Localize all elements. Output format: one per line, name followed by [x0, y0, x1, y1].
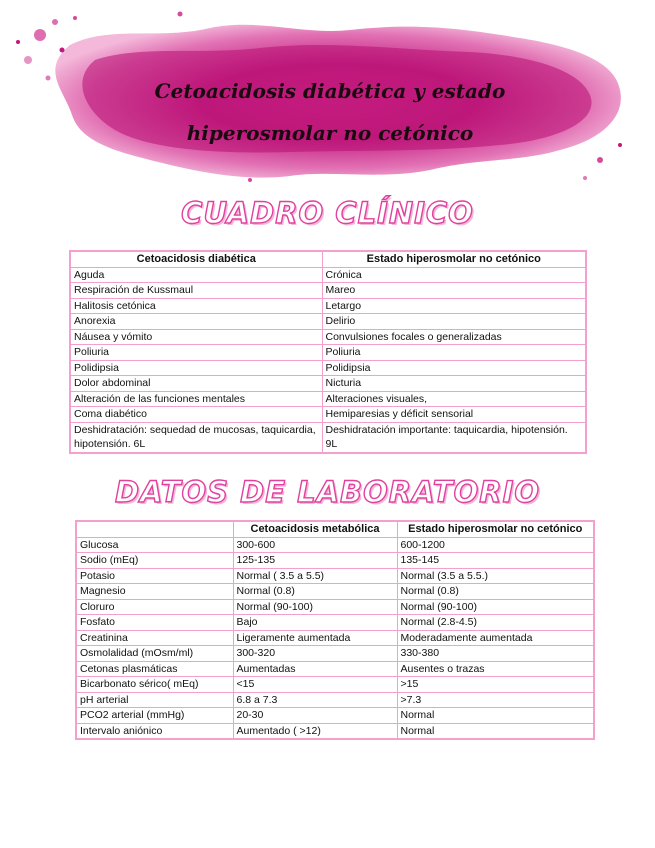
- table-row: [70, 267, 586, 283]
- table-cell: >15: [397, 677, 594, 693]
- table-cell: Letargo: [322, 298, 586, 314]
- table-cell: Deshidratación: sequedad de mucosas, taquicardia, hipotensión. 6L: [70, 422, 322, 453]
- table-cell: Aguda: [70, 267, 322, 283]
- table-row: [76, 646, 594, 662]
- table-row: [70, 422, 586, 453]
- table-row: [70, 298, 586, 314]
- table-cell: Delirio: [322, 314, 586, 330]
- table-cell: Osmolalidad (mOsm/ml): [76, 646, 233, 662]
- table-cell: Normal (2.8-4.5): [397, 615, 594, 631]
- table-cell: Alteraciones visuales,: [322, 391, 586, 407]
- table-cell: Cloruro: [76, 599, 233, 615]
- table-row: [76, 723, 594, 739]
- table-cell: 135-145: [397, 553, 594, 569]
- column-header: Estado hiperosmolar no cetónico: [397, 521, 594, 537]
- table-cell: 6.8 a 7.3: [233, 692, 397, 708]
- table-row: [70, 345, 586, 361]
- table-cell: Intervalo aniónico: [76, 723, 233, 739]
- table-cell: Moderadamente aumentada: [397, 630, 594, 646]
- table-row: [70, 407, 586, 423]
- table-cell: 330-380: [397, 646, 594, 662]
- table-cell: Polidipsia: [70, 360, 322, 376]
- table-cell: 600-1200: [397, 537, 594, 553]
- table-row: [70, 376, 586, 392]
- table-row: [76, 537, 594, 553]
- table-cell: Aumentadas: [233, 661, 397, 677]
- table-row: [76, 615, 594, 631]
- table-row: [76, 568, 594, 584]
- table-cell: Ausentes o trazas: [397, 661, 594, 677]
- column-header: Estado hiperosmolar no cetónico: [322, 251, 586, 267]
- table-cell: Glucosa: [76, 537, 233, 553]
- clinical-table: [69, 250, 587, 454]
- clinical-heading: CUADRO CLÍNICO: [181, 196, 474, 230]
- table-row: [70, 360, 586, 376]
- table-cell: Creatinina: [76, 630, 233, 646]
- table-row: [76, 584, 594, 600]
- table-row: [76, 599, 594, 615]
- table-row: [76, 661, 594, 677]
- table-cell: Magnesio: [76, 584, 233, 600]
- table-cell: Alteración de las funciones mentales: [70, 391, 322, 407]
- table-cell: 20-30: [233, 708, 397, 724]
- table-cell: Normal (90-100): [233, 599, 397, 615]
- table-cell: 300-600: [233, 537, 397, 553]
- table-cell: Coma diabético: [70, 407, 322, 423]
- column-header: Cetoacidosis diabética: [70, 251, 322, 267]
- table-cell: pH arterial: [76, 692, 233, 708]
- table-row: [70, 283, 586, 299]
- table-row: [76, 677, 594, 693]
- table-cell: Bajo: [233, 615, 397, 631]
- table-cell: Náusea y vómito: [70, 329, 322, 345]
- table-header-row: [76, 521, 594, 537]
- table-cell: Sodio (mEq): [76, 553, 233, 569]
- table-row: [76, 692, 594, 708]
- table-cell: >7.3: [397, 692, 594, 708]
- table-cell: Deshidratación importante: taquicardia, hipotensión. 9L: [322, 422, 586, 453]
- table-row: [70, 314, 586, 330]
- table-cell: Crónica: [322, 267, 586, 283]
- table-cell: Normal: [397, 708, 594, 724]
- table-cell: Aumentado ( >12): [233, 723, 397, 739]
- table-cell: Bicarbonato sérico( mEq): [76, 677, 233, 693]
- table-cell: Halitosis cetónica: [70, 298, 322, 314]
- table-cell: Mareo: [322, 283, 586, 299]
- table-cell: Normal (3.5 a 5.5.): [397, 568, 594, 584]
- table-cell: Dolor abdominal: [70, 376, 322, 392]
- table-cell: Normal: [397, 723, 594, 739]
- page-title: Cetoacidosis diabética y estado hiperosmolar no cetónico: [154, 79, 506, 145]
- table-cell: Poliuria: [322, 345, 586, 361]
- table-cell: Normal (0.8): [233, 584, 397, 600]
- table-cell: Normal (90-100): [397, 599, 594, 615]
- table-cell: Potasio: [76, 568, 233, 584]
- table-cell: Hemiparesias y déficit sensorial: [322, 407, 586, 423]
- table-row: [76, 553, 594, 569]
- table-row: [76, 708, 594, 724]
- lab-heading: DATOS DE LABORATORIO: [114, 475, 541, 509]
- column-header: Cetoacidosis metabólica: [233, 521, 397, 537]
- table-row: [76, 630, 594, 646]
- table-row: [70, 391, 586, 407]
- table-cell: Convulsiones focales o generalizadas: [322, 329, 586, 345]
- table-cell: Polidipsia: [322, 360, 586, 376]
- table-cell: Ligeramente aumentada: [233, 630, 397, 646]
- table-cell: Poliuria: [70, 345, 322, 361]
- table-cell: Anorexia: [70, 314, 322, 330]
- column-header: [76, 521, 233, 537]
- table-cell: Cetonas plasmáticas: [76, 661, 233, 677]
- table-cell: Fosfato: [76, 615, 233, 631]
- table-cell: 125-135: [233, 553, 397, 569]
- table-cell: <15: [233, 677, 397, 693]
- table-cell: 300-320: [233, 646, 397, 662]
- table-cell: Nicturia: [322, 376, 586, 392]
- table-cell: Normal (0.8): [397, 584, 594, 600]
- table-row: [70, 329, 586, 345]
- table-header-row: [70, 251, 586, 267]
- table-cell: Normal ( 3.5 a 5.5): [233, 568, 397, 584]
- table-cell: PCO2 arterial (mmHg): [76, 708, 233, 724]
- lab-table: [75, 520, 595, 740]
- table-cell: Respiración de Kussmaul: [70, 283, 322, 299]
